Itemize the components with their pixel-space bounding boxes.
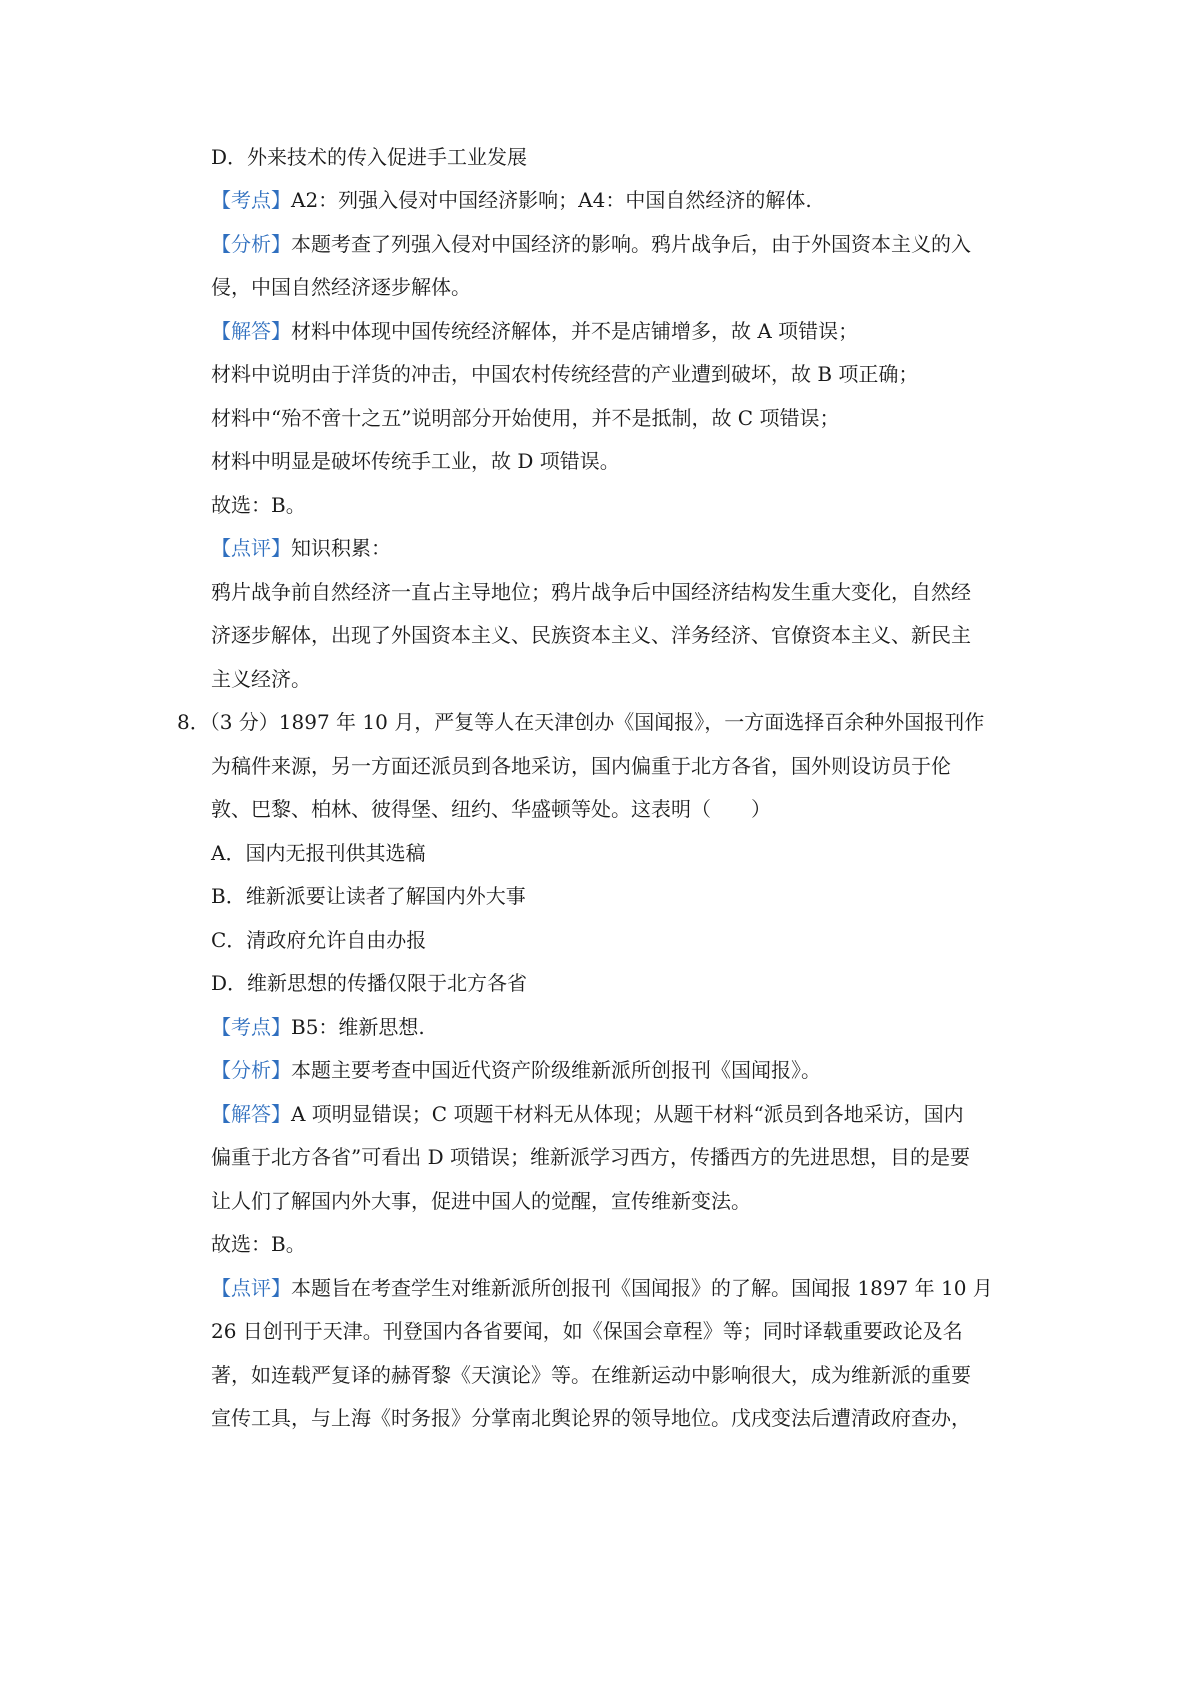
- q8-jieda-l2: 偏重于北方各省”可看出 D 项错误；维新派学习西方，传播西方的先进思想，目的是要: [211, 1145, 970, 1169]
- prev-dianping: [211, 534, 1031, 562]
- q8-dianping-l3: 著，如连载严复译的赫胥黎《天演论》等。在维新运动中影响很大，成为维新派的重要: [211, 1363, 971, 1387]
- fenxi-text: 本题考查了列强入侵对中国经济的影响。鸦片战争后，由于外国资本主义的入: [291, 232, 971, 256]
- q8-guxuan: 故选：B。: [211, 1232, 306, 1256]
- q8-option-a: A．国内无报刊供其选稿: [211, 841, 426, 865]
- fenxi-tag: 【分析】: [211, 232, 291, 256]
- q8-jieda-tag: 【解答】: [211, 1102, 291, 1126]
- prev-dianping-l4: 主义经济。: [211, 667, 311, 691]
- prev-dianping-l2: 鸦片战争前自然经济一直占主导地位；鸦片战争后中国经济结构发生重大变化，自然经: [211, 580, 971, 604]
- prev-fenxi-cont: 侵，中国自然经济逐步解体。: [211, 275, 471, 299]
- prev-jieda-l3: 材料中“殆不啻十之五”说明部分开始使用，并不是抵制，故 C 项错误；: [211, 406, 840, 430]
- q8-kaodian-tag: 【考点】: [211, 1015, 291, 1039]
- q8-stem-l3: 敦、巴黎、柏林、彼得堡、纽约、华盛顿等处。这表明（ ）: [211, 797, 771, 821]
- q8-fenxi-text: 本题主要考查中国近代资产阶级维新派所创报刊《国闻报》。: [291, 1058, 821, 1082]
- q8-jieda-l3: 让人们了解国内外大事，促进中国人的觉醒，宣传维新变法。: [211, 1189, 751, 1213]
- q8-option-d: D．维新思想的传播仅限于北方各省: [211, 971, 528, 995]
- dianping-tag: 【点评】: [211, 536, 291, 560]
- q8-option-c: C．清政府允许自由办报: [211, 928, 427, 952]
- q8-dianping-l2: 26 日创刊于天津。刊登国内各省要闻，如《保国会章程》等；同时译载重要政论及名: [211, 1319, 963, 1343]
- q8-option-b: B．维新派要让读者了解国内外大事: [211, 884, 526, 908]
- jieda-text: 材料中体现中国传统经济解体，并不是店铺增多，故 A 项错误；: [291, 319, 859, 343]
- prev-kaodian: [211, 186, 1031, 214]
- q8-stem: 8．（3 分）1897 年 10 月，严复等人在天津创办《国闻报》，一方面选择百余种外国报刊作: [177, 710, 985, 734]
- q8-dianping: [211, 1274, 1031, 1302]
- kaodian-text: A2：列强入侵对中国经济影响；A4：中国自然经济的解体.: [291, 188, 812, 212]
- prev-jieda-l2: 材料中说明由于洋货的冲击，中国农村传统经营的产业遭到破坏，故 B 项正确；: [211, 362, 919, 386]
- q8-dianping-tag: 【点评】: [211, 1276, 291, 1300]
- kaodian-tag: 【考点】: [211, 188, 291, 212]
- q8-kaodian: [211, 1013, 1031, 1041]
- prev-guxuan: 故选：B。: [211, 493, 306, 517]
- q8-jieda-text: A 项明显错误；C 项题干材料无从体现；从题干材料“派员到各地采访，国内: [291, 1102, 964, 1126]
- dianping-text: 知识积累：: [291, 536, 391, 560]
- q8-kaodian-text: B5：维新思想.: [291, 1015, 425, 1039]
- q8-fenxi-tag: 【分析】: [211, 1058, 291, 1082]
- q8-jieda: [211, 1100, 1031, 1128]
- jieda-tag: 【解答】: [211, 319, 291, 343]
- q8-fenxi: [211, 1056, 1031, 1084]
- prev-jieda-l4: 材料中明显是破坏传统手工业，故 D 项错误。: [211, 449, 620, 473]
- prev-option-d: D．外来技术的传入促进手工业发展: [211, 145, 528, 169]
- prev-dianping-l3: 济逐步解体，出现了外国资本主义、民族资本主义、洋务经济、官僚资本主义、新民主: [211, 623, 971, 647]
- prev-fenxi: [211, 230, 1031, 258]
- q8-stem-l2: 为稿件来源，另一方面还派员到各地采访，国内偏重于北方各省，国外则设访员于伦: [211, 754, 951, 778]
- q8-dianping-text: 本题旨在考查学生对维新派所创报刊《国闻报》的了解。国闻报 1897 年 10 月: [291, 1276, 993, 1300]
- q8-dianping-l4: 宣传工具，与上海《时务报》分掌南北舆论界的领导地位。戊戌变法后遭清政府查办，: [211, 1406, 971, 1430]
- prev-jieda: [211, 317, 1031, 345]
